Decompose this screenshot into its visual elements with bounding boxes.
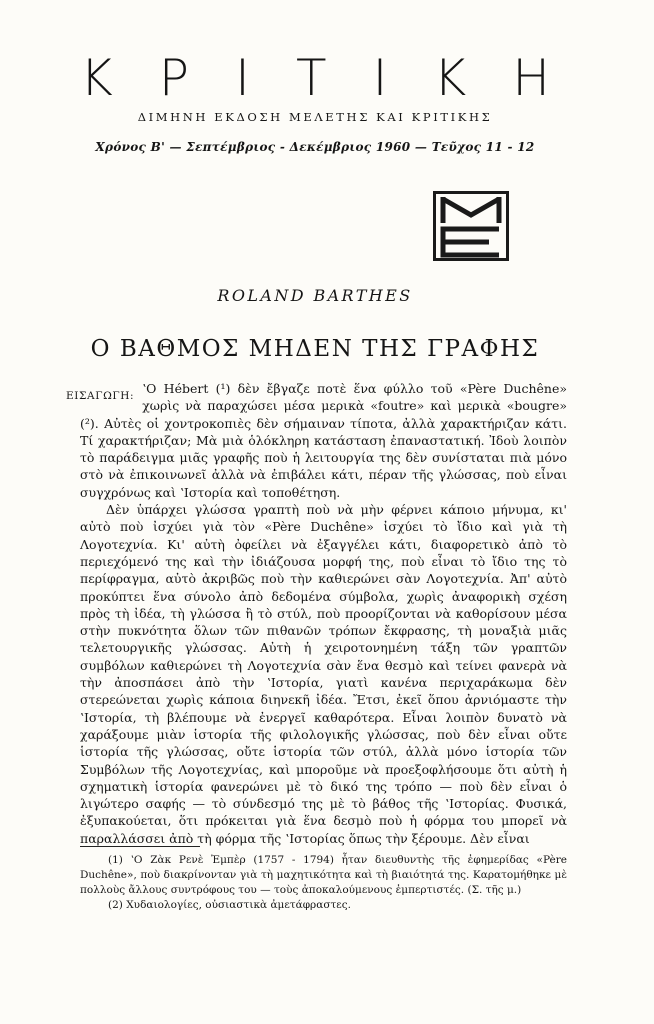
paragraph-2: Δὲν ὑπάρχει γλώσσα γραπτὴ ποὺ νὰ μὴν φέρνει κάποιο μήνυμα, κι' αὐτὸ ποὺ ἰσχύει γιὰ τὸν «Père Duchêne» ἰσχύει τὸ ἴδιο καὶ γιὰ τὴ Λογοτεχνία. Κι' αὐτὴ ὀφείλει νὰ ἐξαγγέλει κάτι, διαφορετικὸ ἀπὸ τὸ περιεχόμενό της καὶ τὴν ἰδιάζουσα μορφή της, ποὺ εἶναι τὸ ἴδιο της τὸ περίφραγμα, αὐτὸ ἀκριβῶς ποὺ τὴν καθιερώνει σὰν Λογοτεχνία. Ἀπ' αὐτὸ προκύπτει ἕνα σύνολο ἀπὸ δεδομένα σύμβολα, χωρὶς ἀναφορικὴ σχέση πρὸς τὴ ἰδέα, τὴ γλώσσα ἢ τὸ στύλ, ποὺ προορίζονται νὰ καθορίσουν μέσα στὴν πυκνότητα ὅλων τῶν πιθανῶν τρόπων ἔκφρασης, τὴ μοναξιὰ μιᾶς τελετουργικῆς γλώσσας. Αὐτὴ ἡ χειροτονημένη τάξη τῶν γραπτῶν συμβόλων καθιερώνει τὴ Λογοτεχνία σὰν ἕνα θεσμὸ καὶ τείνει φανερὰ νὰ τὴν ἀποσπάσει ἀπὸ τὴν ʽΙστορία, γιατὶ κανένα περιχαράκωμα δὲν στερεώνεται χωρὶς κάποια διηνεκῆ ἰδέα. Ἔτσι, ἐκεῖ ὅπου ἀρνιόμαστε τὴν ʽΙστορία, τὴ βλέπουμε νὰ ἐνεργεῖ καθαρότερα. Εἶναι λοιπὸν δυνατὸ νὰ χαράξουμε μιὰν ἱστορία τῆς φιλολογικῆς γλώσσας, ποὺ δὲν εἶναι οὔτε ἱστορία τῆς γλώσσας, οὔτε ἱστορία τῶν στύλ, ἀλλὰ μόνο ἱστορία τῶν Συμβόλων τῆς Λογοτεχνίας, καὶ μποροῦμε νὰ προεξοφλήσουμε ὅτι αὐτὴ ἡ σχηματικὴ ἱστορία φανερώνει μὲ τὸ δικό της τρόπο — ποὺ δὲν εἶναι ὁ λιγώτερο σαφής — τὸ σύνδεσμό της μὲ τὸ βάθος τῆς ʽΙστορίας. Φυσικά, ἐξυπακούεται, ὅτι πρόκειται γιὰ ἕνα δεσμὸ ποὺ ἡ φόρμα του μπορεῖ νὰ παραλλάσσει ἀπὸ τὴ φόρμα τῆς ʽΙστορίας ὅπως τὴν ξέρουμε. Δὲν εἶναι: [80, 502, 567, 846]
footnote-divider: [80, 846, 200, 847]
footnotes: [80, 853, 567, 913]
journal-subtitle: ΔΙΜΗΝΗ ΕΚΔΟΣΗ ΜΕΛΕΤΗΣ ΚΑΙ ΚΡΙΤΙΚΗΣ: [137, 110, 493, 124]
journal-title: Κ Ρ Ι Τ Ι Κ Η: [80, 49, 550, 107]
intro-label: ΕΙΣΑΓΩΓΗ:: [66, 390, 135, 402]
article-body: [66, 380, 567, 847]
paragraph-1: ʽΟ Hébert (¹) δὲν ἔβγαζε ποτὲ ἕνα φύλλο τοῦ «Père Duchêne» χωρὶς νὰ παραχώσει μέσα μερικὰ «foutre» καὶ μερικὰ «bougre» (²). Αὐτὲς οἱ χοντροκοπιὲς δὲν σήμαιναν τίποτα, ἀλλὰ χαρακτήριζαν κάτι. Τί χαρακτήριζαν; Μὰ μιὰ ὁλόκληρη κατάσταση ἐπαναστατική. Ἰδοὺ λοιπὸν τὸ παράδειγμα μιᾶς γραφῆς ποὺ ἡ λειτουργία της δὲν συνίσταται πιὰ μόνο στὸ νὰ ἐπικοινωνεῖ ἀλλὰ νὰ ἐπιβάλει κάτι, πέραν τῆς γλώσσας, ποὺ εἶναι συγχρόνως καὶ ʽΙστορία καὶ τοποθέτηση.: [80, 381, 567, 500]
issue-line: Χρόνος Β' — Σεπτέμβριος - Δεκέμβριος 1960 — Τεῦχος 11 - 12: [95, 140, 535, 154]
footnote-1: (1) ʽΟ Ζὰκ Ρενὲ Ἐμπὲρ (1757 - 1794) ἦταν διευθυντὴς τῆς ἐφημερίδας «Père Duchêne», ποὺ διακρίνονταν γιὰ τὴ μαχητικότητα καὶ τὴ βιαιότητά της. Καρατομήθηκε μὲ πολλοὺς ἄλλους συντρόφους του — τοὺς ἀποκαλούμενους ἐμπερτιστές. (Σ. τῆς μ.): [80, 854, 567, 896]
article-author: ROLAND BARTHES: [217, 286, 413, 305]
footnote-2: (2) Χυδαιολογίες, οὐσιαστικὰ ἀμετάφραστες.: [108, 899, 351, 911]
journal-logo: [433, 191, 509, 261]
article-title: Ο ΒΑΘΜΟΣ ΜΗΔΕΝ ΤΗΣ ΓΡΑΦΗΣ: [90, 336, 540, 362]
